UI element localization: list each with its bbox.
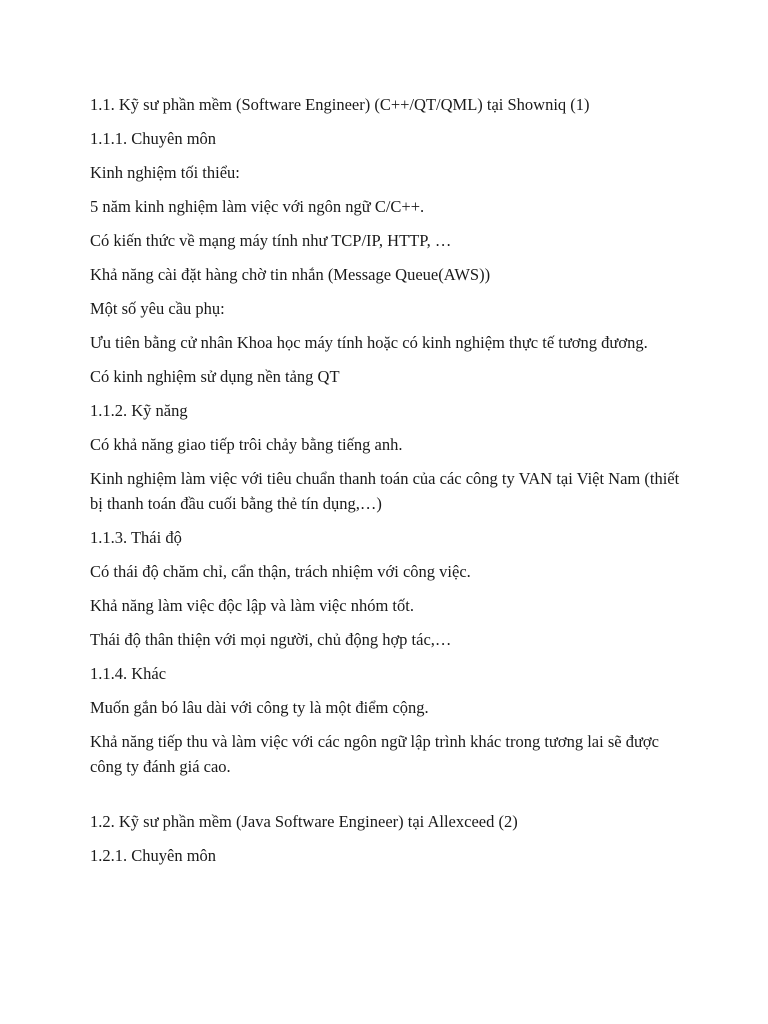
paragraph: Có kiến thức về mạng máy tính như TCP/IP, HTTP, … [90,231,452,250]
paragraph: Ưu tiên bằng cử nhân Khoa học máy tính hoặc có kinh nghiệm thực tế tương đương. [90,333,648,352]
subsection-heading-1-1-4: 1.1.4. Khác [90,664,167,683]
paragraph: Muốn gắn bó lâu dài với công ty là một điểm cộng. [90,698,429,717]
section-heading-1-2: 1.2. Kỹ sư phần mềm (Java Software Engineer) tại Allexceed (2) [90,812,518,831]
subsection-heading-1-2-1: 1.2.1. Chuyên môn [90,846,217,865]
paragraph: 5 năm kinh nghiệm làm việc với ngôn ngữ C/C++. [90,197,425,216]
paragraph: Kinh nghiệm làm việc với tiêu chuẩn thanh toán của các công ty VAN tại Việt Nam (thiết bị thanh toán đầu cuối bằng thẻ tín dụng,…) [90,469,680,513]
document-body [90,92,690,877]
paragraph: Khả năng tiếp thu và làm việc với các ngôn ngữ lập trình khác trong tương lai sẽ được công ty đánh giá cao. [90,732,659,776]
subsection-heading-1-1-3: 1.1.3. Thái độ [90,528,182,547]
paragraph: Có khả năng giao tiếp trôi chảy bằng tiếng anh. [90,435,403,454]
section-heading-1-1: 1.1. Kỹ sư phần mềm (Software Engineer) (C++/QT/QML) tại Showniq (1) [90,95,590,114]
paragraph: Có thái độ chăm chỉ, cẩn thận, trách nhiệm với công việc. [90,562,471,581]
paragraph: Khả năng cài đặt hàng chờ tin nhắn (Message Queue(AWS)) [90,265,491,284]
paragraph: Có kinh nghiệm sử dụng nền tảng QT [90,367,340,386]
paragraph: Kinh nghiệm tối thiểu: [90,163,240,182]
paragraph: Khả năng làm việc độc lập và làm việc nhóm tốt. [90,596,414,615]
paragraph: Một số yêu cầu phụ: [90,299,225,318]
subsection-heading-1-1-2: 1.1.2. Kỹ năng [90,401,188,420]
paragraph: Thái độ thân thiện với mọi người, chủ động hợp tác,… [90,630,452,649]
subsection-heading-1-1-1: 1.1.1. Chuyên môn [90,129,217,148]
